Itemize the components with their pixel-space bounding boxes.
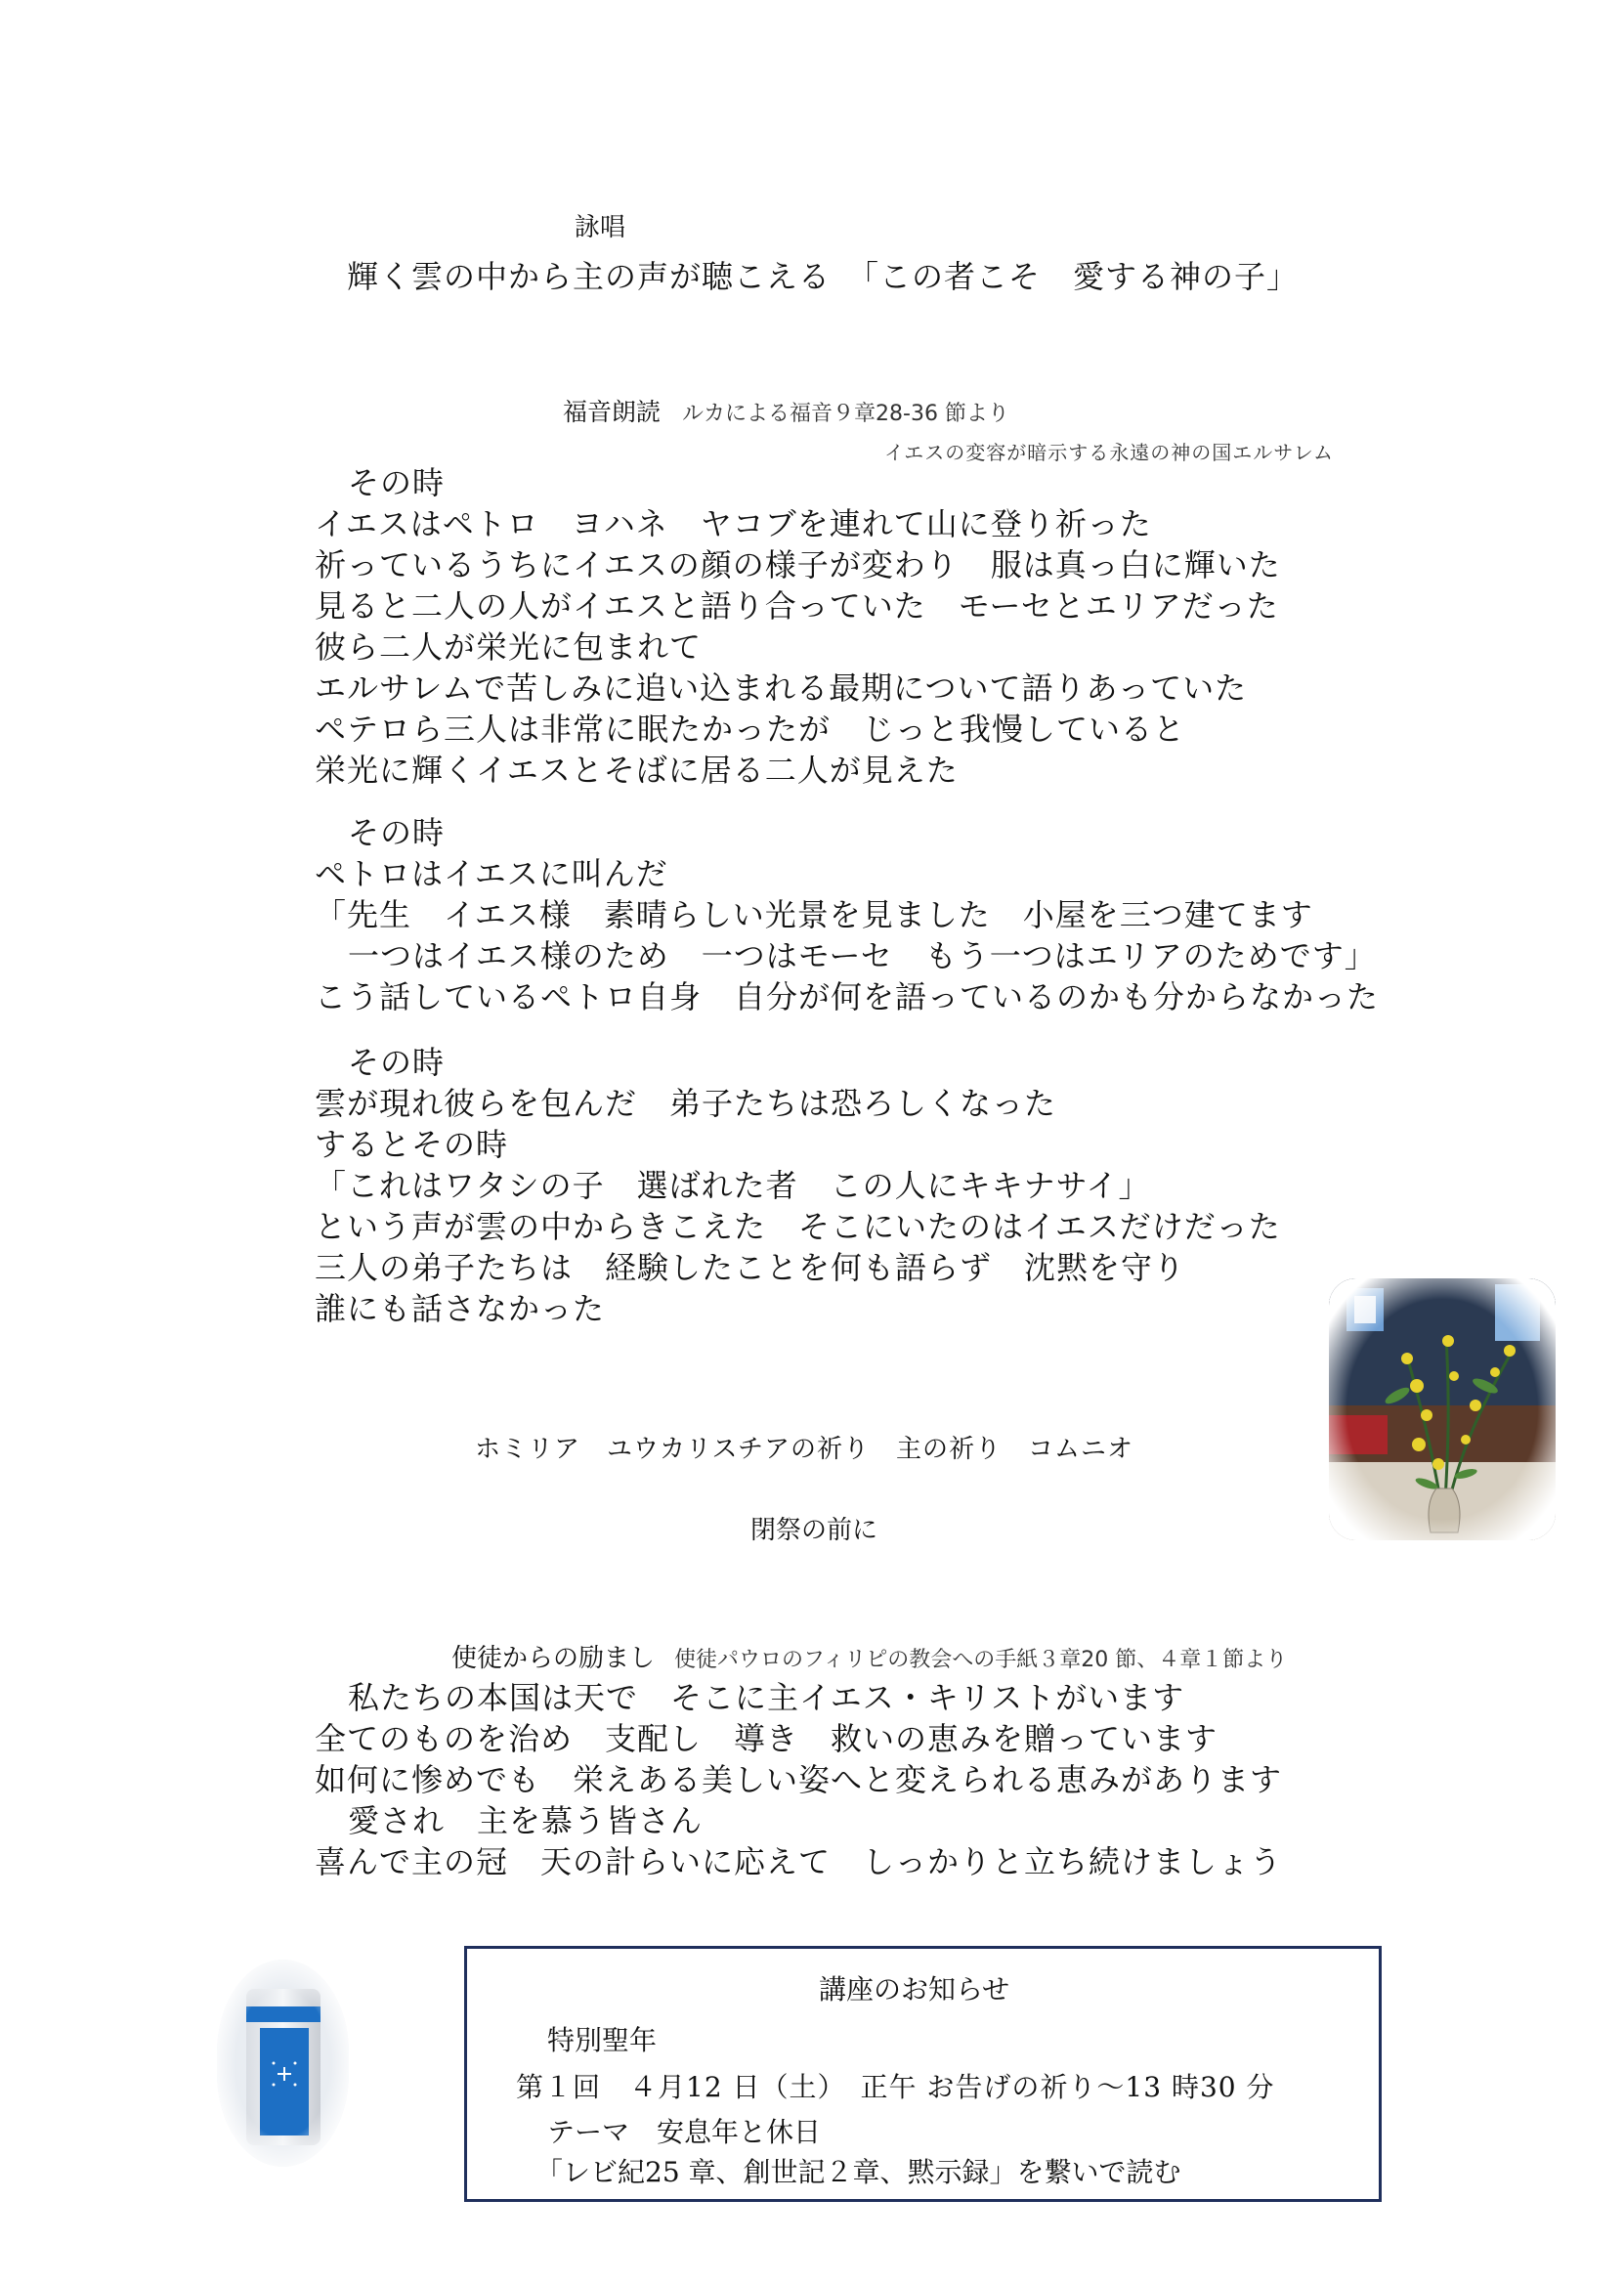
notice-session-date: 第１回 ４月12 日（土） 正午 お告げの祈り～13 時30 分: [516, 2071, 1275, 2103]
encouragement-heading: [451, 1638, 1287, 1674]
encouragement-line: 全てのものを治め 支配し 導き 救いの恵みを贈っています: [315, 1720, 1218, 1757]
lecture-notice-box: [464, 1946, 1382, 2202]
gospel-heading: [563, 393, 1009, 428]
altar-flowers-illustration: [1329, 1278, 1556, 1540]
encouragement-line: 私たちの本国は天で そこに主イエス・キリストがいます: [348, 1679, 1185, 1716]
stanza-line: 誰にも話さなかった: [315, 1290, 606, 1327]
gospel-reference: ルカによる福音９章28-36 節より: [682, 402, 1009, 426]
encouragement-reference: 使徒パウロのフィリピの教会への手紙３章20 節、４章１節より: [674, 1648, 1288, 1672]
stanza-line: 一つはイエス様のため 一つはモーセ もう一つはエリアのためです」: [348, 937, 1377, 974]
stanza-line: 「先生 イエス様 素晴らしい光景を見ました 小屋を三つ建てます: [315, 896, 1313, 933]
stanza-line: その時: [348, 814, 446, 851]
stanza-line: ペトロはイエスに叫んだ: [315, 855, 668, 892]
encouragement-heading-label: 使徒からの励まし: [451, 1644, 656, 1673]
encouragement-text: [315, 1677, 1282, 1882]
chant-text: 輝く雲の中から主の声が聴こえる 「この者こそ 愛する神の子」: [347, 258, 1300, 295]
stanza-line: 「これはワタシの子 選ばれた者 この人にキキナサイ」: [315, 1167, 1151, 1204]
altar-flowers-photo: [1329, 1278, 1556, 1540]
stanza-line: エルサレムで苦しみに追い込まれる最期について語りあっていた: [315, 669, 1248, 707]
gospel-stanza-1: [315, 462, 1281, 791]
gospel-heading-label: 福音朗読: [563, 398, 662, 426]
chant-label: 詠唱: [575, 213, 626, 242]
stanza-line: こう話しているペトロ自身 自分が何を語っているのかも分からなかった: [315, 978, 1380, 1015]
stanza-line: 見ると二人の人がイエスと語り合っていた モーセとエリアだった: [315, 587, 1279, 625]
liturgy-sequence: ホミリア ユウカリスチアの祈り 主の祈り コムニオ: [475, 1435, 1133, 1464]
paschal-candle-photo: [217, 1960, 349, 2167]
stanza-line: その時: [348, 464, 446, 501]
stanza-line: 彼ら二人が栄光に包まれて: [315, 628, 703, 666]
stanza-line: 雲が現れ彼らを包んだ 弟子たちは恐ろしくなった: [315, 1085, 1057, 1122]
stanza-line: イエスはペトロ ヨハネ ヤコブを連れて山に登り祈った: [315, 505, 1152, 542]
stanza-line: 祈っているうちにイエスの顔の様子が変わり 服は真っ白に輝いた: [315, 546, 1281, 583]
gospel-stanza-2: [315, 812, 1379, 1017]
encouragement-line: 喜んで主の冠 天の計らいに応えて しっかりと立ち続けましょう: [315, 1843, 1283, 1880]
stanza-line: 栄光に輝くイエスとそばに居る二人が見えた: [315, 752, 959, 789]
encouragement-line: 愛され 主を慕う皆さん: [348, 1802, 704, 1839]
stanza-line: 三人の弟子たちは 経験したことを何も語らず 沈黙を守り: [315, 1249, 1186, 1286]
encouragement-line: 如何に惨めでも 栄えある美しい姿へと変えられる恵みがあります: [315, 1761, 1283, 1798]
gospel-stanza-3: [315, 1042, 1281, 1329]
notice-reading: 「レビ紀25 章、創世記２章、黙示録」を繋いで読む: [535, 2156, 1181, 2188]
notice-title: 講座のお知らせ: [819, 1973, 1010, 2006]
stanza-line: するとその時: [315, 1126, 509, 1163]
notice-jubilee: 特別聖年: [547, 2024, 658, 2056]
candle-illustration: [217, 1960, 349, 2167]
gospel-subtitle: イエスの変容が暗示する永遠の神の国エルサレム: [884, 441, 1334, 464]
stanza-line: ペテロら三人は非常に眠たかったが じっと我慢していると: [315, 711, 1186, 748]
closing-heading: 閉祭の前に: [750, 1516, 878, 1545]
notice-theme: テーマ 安息年と休日: [547, 2116, 822, 2148]
stanza-line: その時: [348, 1044, 446, 1081]
stanza-line: という声が雲の中からきこえた そこにいたのはイエスだけだった: [315, 1208, 1281, 1245]
